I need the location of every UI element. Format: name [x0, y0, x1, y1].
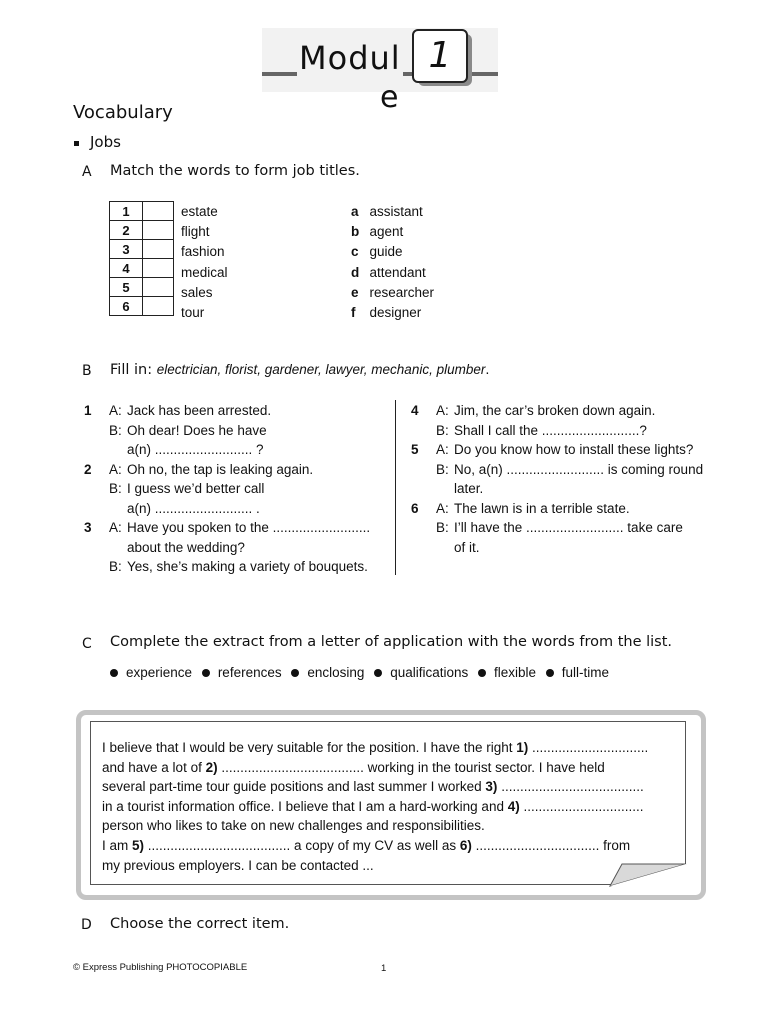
letter-extract [102, 738, 682, 875]
dialogue-line [411, 538, 731, 558]
dialogue-text: later. [454, 481, 484, 496]
dialogue-line [411, 499, 731, 519]
table-row [110, 202, 174, 221]
speaker-label: B: [109, 559, 122, 574]
dialogue-line [84, 479, 389, 499]
left-word: sales [181, 284, 213, 300]
speaker-label: A: [436, 403, 449, 418]
letter-text-run: person who likes to take on new challenges and responsibilities. [102, 818, 485, 834]
right-word: attendant [369, 264, 426, 280]
bullet-icon [478, 669, 486, 677]
gap-number: 2) [205, 759, 218, 775]
dialogue-text: Yes, she’s making a variety of bouquets. [127, 559, 368, 574]
dialogue-line [84, 440, 389, 460]
task-b-instruction [110, 362, 489, 378]
item-number: 2 [84, 461, 92, 477]
task-c-letter: C [82, 636, 92, 652]
task-a-instruction: Match the words to form job titles. [110, 163, 360, 179]
page-curl-icon [608, 862, 688, 888]
left-word: estate [181, 204, 218, 219]
bullet-icon [291, 669, 299, 677]
bullet-icon [202, 669, 210, 677]
gap-number: 3) [485, 779, 498, 795]
match-table [109, 201, 174, 316]
letter-line [102, 758, 682, 778]
letter-text-run: ............................... [528, 740, 649, 755]
match-number: 5 [110, 278, 143, 297]
task-b-instruction-prefix: Fill in: [110, 362, 157, 378]
answer-box[interactable] [143, 259, 174, 278]
speaker-label: B: [436, 520, 449, 535]
speaker-label: A: [109, 520, 122, 535]
module-number-badge: 1 [412, 29, 468, 83]
dialogue-line [411, 518, 731, 538]
dialogue-line [84, 518, 389, 538]
gap-number: 1) [516, 740, 529, 755]
list-item [351, 303, 434, 323]
dialogue-line [84, 538, 389, 558]
dialogue-column-left [84, 401, 389, 577]
option-letter: b [351, 224, 360, 240]
word-list-item: full-time [561, 665, 610, 680]
dialogue-text: Oh no, the tap is leaking again. [127, 461, 314, 477]
module-title-tail: e [380, 80, 399, 115]
dialogue-text: I guess we’d better call [127, 481, 265, 496]
dialogue-line [411, 440, 731, 460]
gap-number: 6) [459, 837, 472, 853]
option-letter: e [351, 284, 359, 300]
letter-line [102, 777, 682, 797]
right-word: designer [369, 305, 422, 321]
table-row [110, 240, 174, 259]
dialogue-line [411, 401, 731, 421]
option-letter: f [351, 305, 356, 321]
letter-text-run: ...................................... a copy of my CV as well as [144, 837, 460, 853]
answer-box[interactable] [143, 278, 174, 297]
speaker-label: B: [109, 481, 122, 496]
option-letter: c [351, 244, 359, 260]
answer-box[interactable] [143, 297, 174, 316]
letter-line [102, 816, 682, 836]
task-c-instruction: Complete the extract from a letter of application with the words from the list. [110, 634, 673, 650]
square-bullet-icon [74, 141, 79, 146]
letter-text-run: my previous employers. I can be contacted ... [102, 857, 374, 873]
list-item [351, 222, 434, 242]
word-list-item: flexible [494, 665, 537, 680]
task-d-instruction: Choose the correct item. [110, 916, 290, 932]
option-letter: d [351, 264, 360, 280]
word-list [110, 664, 613, 682]
dialogue-text: The lawn is in a terrible state. [454, 500, 630, 516]
match-number: 2 [110, 221, 143, 240]
dialogue-text: a(n) .......................... . [127, 500, 260, 516]
gap-number: 5) [132, 837, 145, 853]
word-list-item: references [217, 665, 282, 680]
subsection-title: Jobs [90, 133, 121, 151]
dialogue-text: Have you spoken to the .......................... [127, 520, 371, 535]
letter-text-run: several part-time tour guide positions and last summer I worked [102, 779, 486, 795]
item-number: 1 [84, 403, 92, 418]
dialogue-text: No, a(n) .......................... is coming round [454, 461, 704, 477]
dialogue-text: Shall I call the ..........................? [454, 422, 647, 438]
section-title: Vocabulary [73, 102, 173, 123]
left-word: tour [181, 305, 205, 321]
letter-text-run: ................................. from [471, 837, 631, 853]
dialogue-line [411, 479, 731, 499]
match-number: 3 [110, 240, 143, 259]
left-word: medical [181, 264, 228, 280]
dialogue-line [84, 557, 389, 577]
speaker-label: A: [436, 500, 449, 516]
match-number: 4 [110, 259, 143, 278]
speaker-label: B: [436, 422, 449, 438]
dialogue-text: Jim, the car’s broken down again. [454, 403, 656, 418]
list-item [351, 263, 434, 283]
dialogue-text: Oh dear! Does he have [127, 422, 267, 438]
dialogue-text: of it. [454, 539, 480, 555]
dialogue-text: a(n) .......................... ? [127, 442, 264, 457]
match-number: 1 [110, 202, 143, 221]
letter-text-run: and have a lot of [102, 759, 206, 775]
table-row [110, 259, 174, 278]
word-list-item: experience [126, 665, 193, 680]
speaker-label: A: [109, 403, 122, 418]
column-divider [395, 400, 396, 575]
dialogue-text: Jack has been arrested. [127, 403, 272, 418]
item-number: 3 [84, 520, 92, 535]
right-word: agent [369, 224, 404, 240]
task-b-word-list: electrician, florist, gardener, lawyer, mechanic, plumber [156, 362, 486, 377]
letter-text-run: ................................ [519, 798, 644, 814]
letter-text-run: I believe that I would be very suitable for the position. I have the right [102, 740, 517, 755]
answer-box[interactable] [143, 221, 174, 240]
table-row [110, 221, 174, 240]
dialogue-line [84, 460, 389, 480]
list-item [351, 202, 434, 222]
gap-number: 4) [507, 798, 520, 814]
task-d-letter: D [81, 917, 92, 933]
task-b-letter: B [82, 363, 92, 379]
bullet-icon [374, 669, 382, 677]
bullet-icon [110, 669, 118, 677]
letter-line [102, 797, 682, 817]
letter-text-run: ...................................... working in the tourist sector. I have held [217, 759, 605, 775]
dialogue-text: about the wedding? [127, 539, 245, 555]
letter-text-run: ...................................... [497, 779, 644, 795]
speaker-label: A: [436, 442, 449, 457]
letter-line [102, 836, 682, 856]
module-title: Modul [299, 39, 401, 77]
table-row [110, 278, 174, 297]
dialogue-line [84, 499, 389, 519]
dialogue-line [84, 421, 389, 441]
answer-box[interactable] [143, 240, 174, 259]
right-word: researcher [369, 284, 434, 300]
task-a-letter: A [82, 164, 92, 180]
right-word: assistant [369, 204, 423, 219]
option-letter: a [351, 204, 359, 219]
left-word-list [181, 202, 228, 323]
word-list-item: enclosing [307, 665, 365, 680]
right-word-list [351, 202, 434, 323]
dialogue-line [411, 421, 731, 441]
bullet-icon [546, 669, 554, 677]
item-number: 5 [411, 442, 419, 457]
letter-line [102, 856, 682, 876]
dialogue-line [84, 401, 389, 421]
footer-copyright: © Express Publishing PHOTOCOPIABLE [73, 962, 248, 973]
table-row [110, 297, 174, 316]
dialogue-line [411, 460, 731, 480]
letter-text-run: I am [102, 837, 133, 853]
task-b-instruction-end: . [485, 362, 490, 378]
dialogue-text: I’ll have the .......................... take care [454, 520, 683, 535]
left-word: fashion [181, 244, 225, 260]
match-number: 6 [110, 297, 143, 316]
letter-text-run: in a tourist information office. I believe that I am a hard-working and [102, 798, 508, 814]
page-number: 1 [381, 963, 387, 974]
answer-box[interactable] [143, 202, 174, 221]
item-number: 6 [411, 500, 419, 516]
speaker-label: B: [436, 461, 449, 477]
list-item [351, 242, 434, 262]
speaker-label: A: [109, 461, 122, 477]
right-word: guide [369, 244, 403, 260]
speaker-label: B: [109, 422, 122, 438]
dialogue-text: Do you know how to install these lights? [454, 442, 694, 457]
dialogue-column-right [411, 401, 731, 557]
word-list-item: qualifications [390, 665, 469, 680]
item-number: 4 [411, 403, 419, 418]
list-item [351, 283, 434, 303]
letter-line [102, 738, 682, 758]
left-word: flight [181, 224, 210, 240]
